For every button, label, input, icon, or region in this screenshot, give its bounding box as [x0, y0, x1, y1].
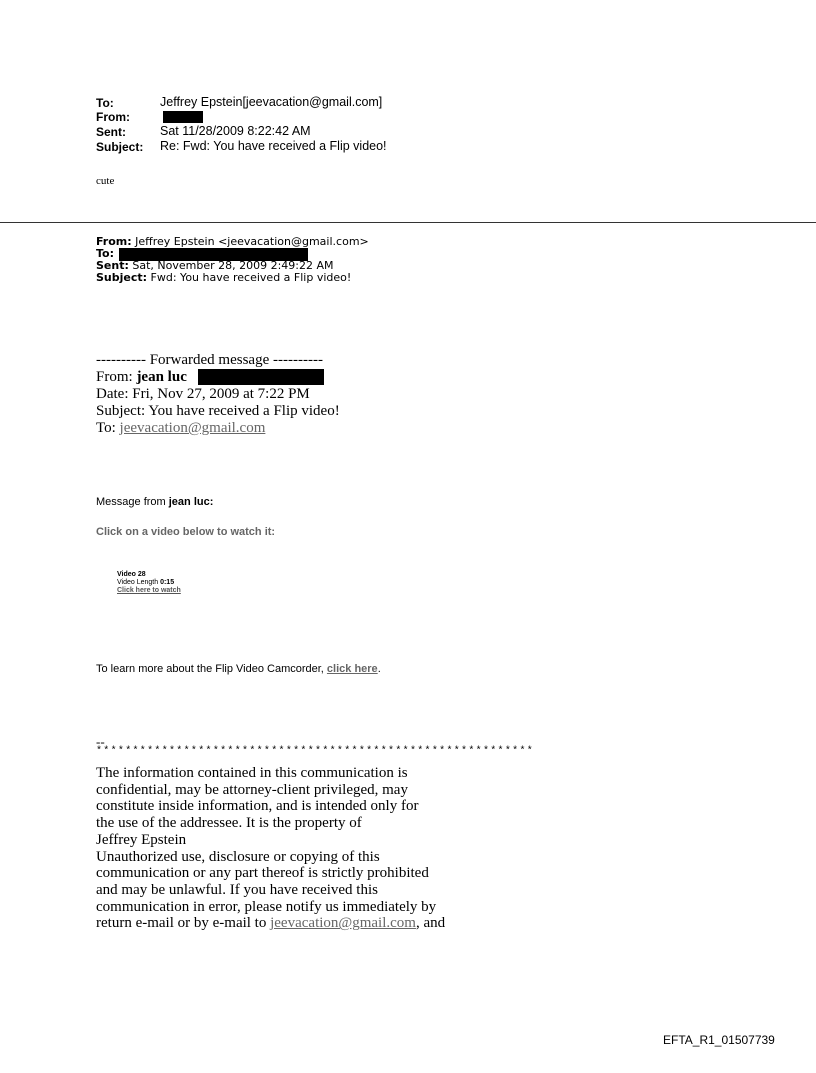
- forwarded-from-line: [96, 369, 187, 386]
- forwarded-to-email-link[interactable]: jeevacation@gmail.com: [119, 420, 266, 436]
- quoted-from-line: [96, 236, 369, 248]
- forwarded-to-prefix: To:: [96, 420, 120, 436]
- from-label: From:: [96, 110, 130, 124]
- disclaimer-email-link[interactable]: jeevacation@gmail.com: [270, 915, 416, 932]
- video-entry: [117, 571, 181, 595]
- signature-stars: ************************************************************: [96, 746, 535, 757]
- learn-more-line: [96, 663, 381, 675]
- video-length-value: 0:15: [160, 579, 175, 586]
- video-length-label: Video Length: [117, 579, 161, 586]
- quoted-subject-line: [96, 272, 351, 284]
- disclaimer-line: the use of the addressee. It is the property of: [96, 815, 362, 832]
- to-value: Jeffrey Epstein[jeevacation@gmail.com]: [160, 95, 383, 109]
- quoted-to-label: To:: [96, 247, 114, 260]
- quoted-sent-value: Sat, November 28, 2009 2:49:22 AM: [132, 259, 334, 272]
- message-instruction: Click on a video below to watch it:: [96, 526, 276, 538]
- to-label: To:: [96, 96, 114, 110]
- redaction-box: [163, 111, 203, 123]
- forwarded-subject-line: Subject: You have received a Flip video!: [96, 403, 340, 419]
- disclaimer-last-prefix: return e-mail or by e-mail to: [96, 915, 271, 932]
- disclaimer-last-suffix: , and: [415, 915, 446, 932]
- forwarded-from-name: jean luc: [136, 369, 187, 385]
- sent-value: Sat 11/28/2009 8:22:42 AM: [160, 124, 311, 138]
- learn-more-suffix: .: [377, 663, 381, 675]
- disclaimer-line: Unauthorized use, disclosure or copying of this: [96, 848, 380, 865]
- quoted-sent-label: Sent:: [96, 259, 129, 272]
- disclaimer-last-line: [96, 915, 445, 932]
- subject-label: Subject:: [96, 140, 144, 154]
- quoted-subject-value: Fwd: You have received a Flip video!: [150, 271, 352, 284]
- disclaimer-line: communication in error, please notify us immediately by: [96, 898, 437, 915]
- video-length-line: [117, 579, 181, 587]
- forwarded-separator: ---------- Forwarded message ----------: [96, 352, 323, 368]
- disclaimer-line: confidential, may be attorney-client privileged, may: [96, 781, 408, 798]
- learn-more-prefix: To learn more about the Flip Video Camcorder,: [96, 663, 327, 675]
- message-from-name: jean luc:: [168, 496, 214, 508]
- divider: [0, 222, 816, 223]
- disclaimer-line: The information contained in this communication is: [96, 765, 408, 781]
- subject-value: Re: Fwd: You have received a Flip video!: [160, 139, 387, 153]
- learn-more-link[interactable]: click here: [326, 663, 378, 675]
- sent-label: Sent:: [96, 125, 126, 139]
- disclaimer-line: Jeffrey Epstein: [96, 831, 187, 848]
- disclaimer-line: constitute inside information, and is intended only for: [96, 798, 419, 815]
- signature-dashes: --: [96, 734, 105, 749]
- message-from-line: [96, 496, 213, 508]
- forwarded-to-line: [96, 420, 265, 437]
- watch-video-link[interactable]: Click here to watch: [117, 587, 181, 594]
- redaction-box: [198, 369, 324, 385]
- disclaimer: [96, 765, 445, 932]
- forwarded-date-line: Date: Fri, Nov 27, 2009 at 7:22 PM: [96, 386, 310, 402]
- forwarded-from-prefix: From:: [96, 369, 137, 385]
- quoted-from-label: From:: [96, 235, 132, 248]
- disclaimer-line: and may be unlawful. If you have received this: [96, 881, 378, 898]
- document-id: EFTA_R1_01507739: [663, 1033, 775, 1047]
- message-from-prefix: Message from: [96, 496, 169, 508]
- reply-body: cute: [96, 175, 115, 187]
- video-title: Video 28: [117, 571, 146, 578]
- disclaimer-line: communication or any part thereof is strictly prohibited: [96, 865, 429, 882]
- quoted-from-value: Jeffrey Epstein <jeevacation@gmail.com>: [135, 235, 369, 248]
- quoted-subject-label: Subject:: [96, 271, 148, 284]
